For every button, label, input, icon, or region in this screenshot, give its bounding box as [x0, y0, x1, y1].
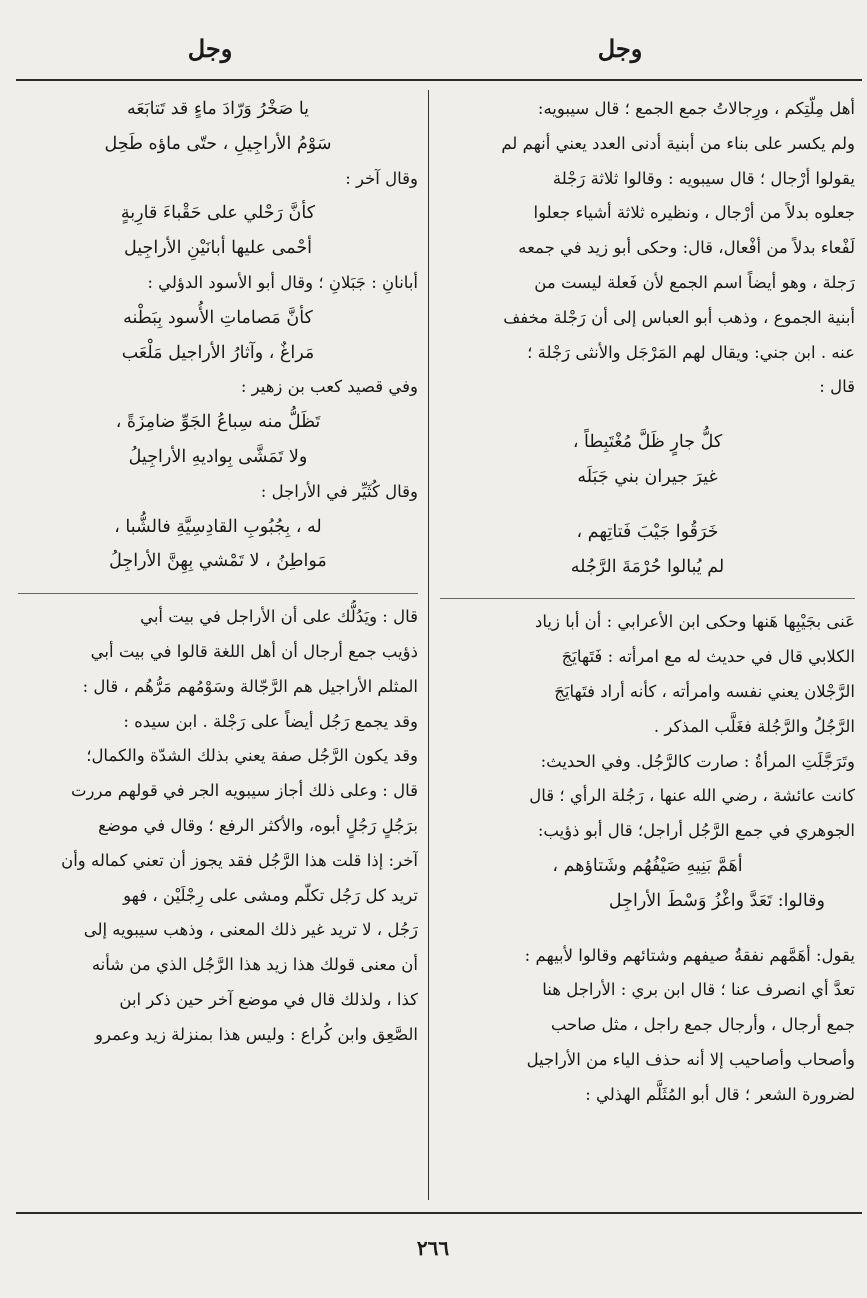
text-line: أن معنى قولك هذا زيد هذا الرَّجُل الذي من شأنه — [91, 955, 418, 975]
text-line: جعلوه بدلاً من أرْجال ، ونظيره ثلاثة أشياء جعلوا — [533, 203, 855, 223]
text-line: الرَّجْلان يعني نفسه وامرأته ، كأنه أراد فتَهايَجَ — [554, 681, 855, 701]
text-line: تعدَّ أي انصرف عنا ؛ قال ابن بري : الأراجل هنا — [542, 980, 855, 1000]
right-header-title: وجل — [597, 34, 643, 63]
verse-line: لم يُبالوا حُرْمَةَ الرَّجُله — [570, 556, 725, 577]
text-line: الرَّجُلُ والرَّجُلة فغَلَّب المذكر . — [653, 716, 855, 736]
text-line: رَجُل ، لا تريد غير ذلك المعنى ، وذهب سيبويه إلى — [83, 920, 418, 940]
bottom-rule — [16, 1212, 862, 1214]
verse-line: غيرَ جيران بني جَبَلَه — [577, 466, 718, 487]
text-line: ولم يكسر على بناء من أبنية أدنى العدد يعني أنهم لم — [501, 133, 855, 153]
text-line: برَجُلٍ رَجُلٍ أبوه، والأكثر الرفع ؛ وقال في موضع — [98, 815, 418, 835]
left-column — [18, 92, 418, 1053]
text-line: وتَرَجَّلَتِ المرأةُ : صارت كالرَّجُل. وفي الحديث: — [540, 751, 855, 771]
right-column — [440, 92, 855, 1113]
text-line: المثلم الأراجيل هم الرَّجّالة وسَوْمُهم مَرُّهُم ، قال : — [82, 676, 418, 696]
text-line: وقد يكون الرَّجُل صفة يعني بذلك الشدّة والكمال؛ — [86, 746, 418, 766]
verse-line: أحْمى عليها أبانَيْنِ الأراجِيل — [123, 238, 313, 259]
text-line: يقولوا أرْجال ؛ قال سيبويه : وقالوا ثلاثة رَجْلة — [552, 168, 855, 188]
verse-line: كلُّ جارٍ ظَلَّ مُغْتَبِطاً ، — [572, 432, 723, 453]
text-line: الجوهري في جمع الرَّجُل أراجل؛ قال أبو ذؤيب: — [537, 821, 855, 841]
text-line: رَجلة ، وهو أيضاً اسم الجمع لأن فَعلة ليست من — [534, 272, 855, 292]
verse-line: يا صَخْرُ وَرّادَ ماءٍ قد تَتابَعَه — [126, 99, 310, 119]
text-line: وقال آخر : — [345, 168, 418, 188]
text-line: وفي قصيد كعب بن زهير : — [240, 377, 418, 397]
top-rule — [16, 79, 862, 81]
section-divider — [18, 579, 418, 594]
text-line: عَنى بجَيْبِها هَنها وحكى ابن الأعرابي : أن أبا زياد — [535, 612, 855, 632]
text-line: يقول: أهَمَّهم نفقةُ صيفهم وشتائهم وقالوا لأبيهم : — [524, 945, 855, 965]
text-line: تريد كل رَجُل تكلّم ومشى على رِجْلَيْن ، فهو — [123, 885, 418, 905]
verse-line: كأنَّ مَصاماتِ الأُسود بِبَطْنه — [123, 307, 313, 328]
text-line: الصَّعِق وابن كُراع : وليس هذا بمنزلة زيد وعمرو — [95, 1024, 418, 1044]
text-line: قال : وعلى ذلك أجاز سيبويه الجر في قولهم مررت — [71, 781, 418, 801]
text-line: وقد يجمع رَجُل أيضاً على رَجْلة . ابن سيده : — [123, 711, 418, 731]
text-line: أبانانِ : جَبَلانِ ؛ وقال أبو الأسود الدؤلي : — [147, 272, 418, 292]
verse-line: ولا تَمَشَّى بِواديهِ الأراجِيلُ — [128, 446, 308, 467]
page-number: ٢٦٦ — [416, 1236, 450, 1260]
verse-line: له ، بِجُبُوبِ القادِسِيَّةِ فالشُّبا ، — [114, 516, 322, 537]
spacer — [440, 919, 855, 939]
text-line: قال : ويَدُلُّك على أن الأراجل في بيت أبي — [140, 607, 418, 627]
text-line: أبنية الجموع ، وذهب أبو العباس إلى أن رَجْلة مخفف — [503, 307, 855, 327]
text-line: قال : — [819, 377, 855, 397]
verse-line: وقالوا: تَعَدَّ واغْزُ وَسْطَ الأراجِل — [608, 890, 825, 911]
spacer — [440, 405, 855, 425]
text-line: وأصحاب وأصاحيب إلا أنه حذف الياء من الأراجيل — [526, 1049, 855, 1069]
verse-line: تَظَلُّ منه سِباعُ الجَوِّ ضامِزَةً ، — [115, 412, 321, 433]
text-line: لَفْعاء بدلاً من أفْعال، قال: وحكى أبو زيد في جمعه — [518, 238, 855, 258]
text-line: جمع أرجال ، وأرجال جمع راجل ، مثل صاحب — [550, 1015, 855, 1035]
verse-line: مَراغٌ ، وآثارُ الأراجيل مَلْعَب — [121, 342, 315, 363]
spacer — [440, 495, 855, 515]
verse-line: سَوْمُ الأراجِيلِ ، حتّى ماؤه طَحِل — [104, 133, 332, 154]
verse-line: كأنَّ رَحْلي على حَقْباءَ قارِبةٍ — [120, 203, 316, 224]
column-divider — [428, 90, 429, 1200]
text-line: كانت عائشة ، رضي الله عنها ، رَجُلة الرأي ؛ قال — [529, 786, 855, 806]
verse-line: خَرَقُوا جَيْبَ فَتاتِهم ، — [576, 521, 719, 542]
left-header-title: وجل — [187, 34, 233, 63]
text-line: لضرورة الشعر ؛ قال أبو المُثَلَّم الهذلي : — [585, 1084, 855, 1104]
verse-line: مَواطِنُ ، لا تَمْشي بِهِنَّ الأراجِلُ — [109, 551, 327, 572]
text-line: أهل مِلّتِكم ، ورِجالاتُ جمع الجمع ؛ قال سيبويه: — [537, 99, 855, 118]
text-line: كذا ، ولذلك قال في موضع آخر حين ذكر ابن — [119, 989, 418, 1009]
text-line: عنه . ابن جني: ويقال لهم المَرْجَل والأنثى رَجْلة ؛ — [527, 342, 855, 362]
verse-line: أهَمَّ بَنِيهِ صَيْفُهُم وشَتاؤهم ، — [552, 855, 743, 876]
section-divider — [440, 584, 855, 599]
text-line: وقال كُثَيِّر في الأراجل : — [260, 481, 418, 501]
text-line: ذؤيب جمع أرجال أن أهل اللغة قالوا في بيت أبي — [90, 641, 418, 661]
text-line: آخر: إذا قلت هذا الرَّجُل فقد يجوز أن تعني كماله وأن — [61, 850, 418, 870]
text-line: الكلابي قال في حديث له مع امرأته : فَتَهايَجَ — [561, 647, 855, 667]
